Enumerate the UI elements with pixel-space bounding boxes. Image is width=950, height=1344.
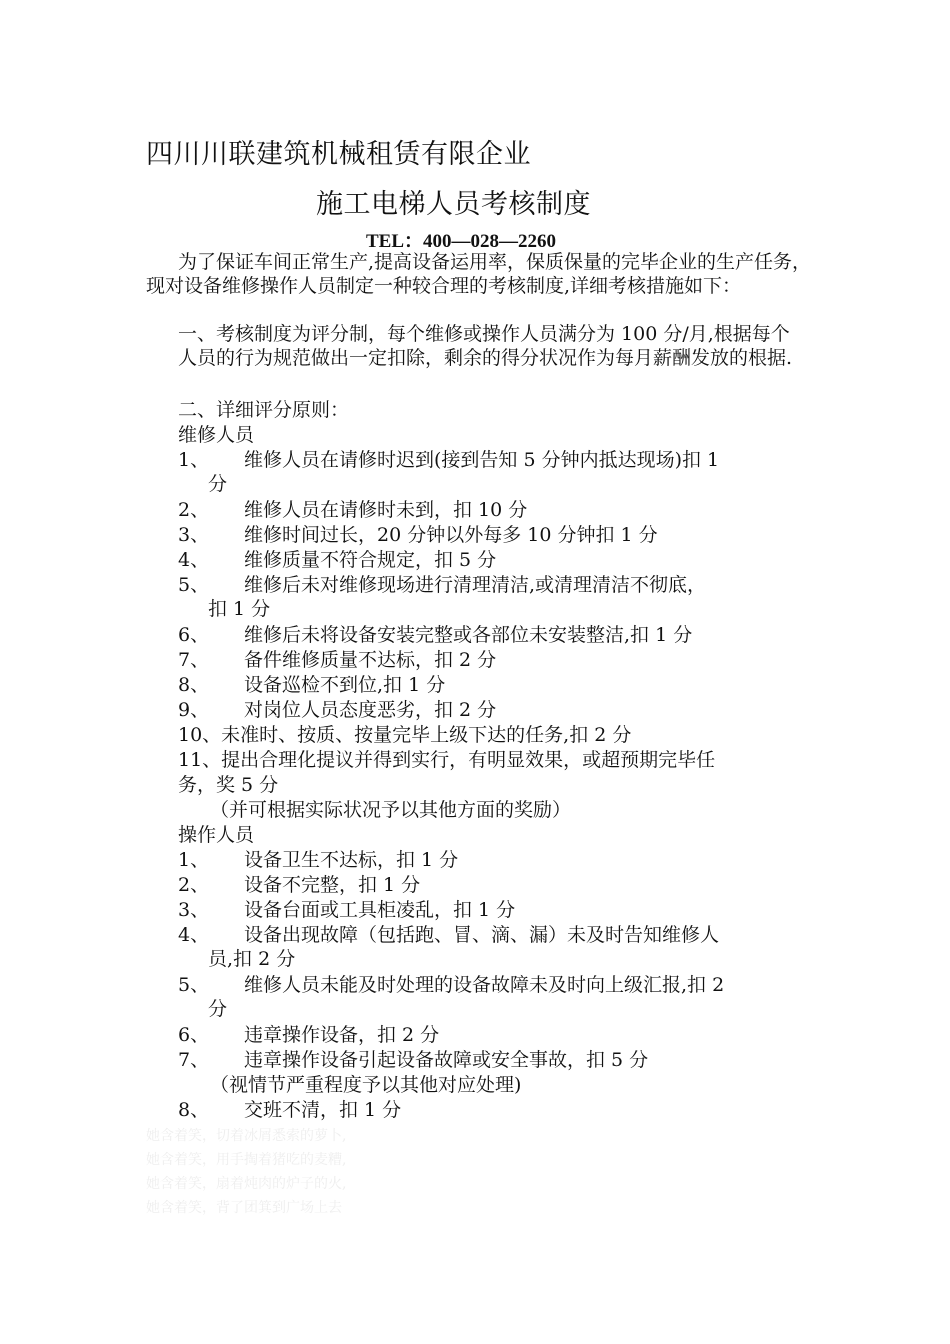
item-number: 8、 xyxy=(178,1099,210,1121)
item-number: 7、 xyxy=(178,1049,210,1071)
list-item xyxy=(178,573,810,621)
item-text: 设备巡检不到位,扣 1 分 xyxy=(244,674,446,696)
section-2-heading: 二、详细评分原则： xyxy=(178,399,350,421)
list-item xyxy=(178,548,810,572)
item-text: 违章操作设备，扣 2 分 xyxy=(244,1024,440,1046)
item-number: 2、 xyxy=(178,874,210,896)
list-item xyxy=(178,448,810,496)
list-item-11-continuation: 务，奖 5 分 xyxy=(178,774,279,796)
list-item xyxy=(178,698,810,722)
repair-note: （并可根据实际状况予以其他方面的奖励） xyxy=(210,799,572,821)
item-number: 7、 xyxy=(178,649,210,671)
repair-heading: 维修人员 xyxy=(178,424,255,446)
item-text: 违章操作设备引起设备故障或安全事故，扣 5 分 xyxy=(244,1049,649,1071)
item-number: 6、 xyxy=(178,624,210,646)
list-item xyxy=(178,623,810,647)
document-title: 施工电梯人员考核制度 xyxy=(316,189,591,220)
item-number: 1、 xyxy=(178,849,210,871)
list-item xyxy=(178,648,810,672)
item-continuation: 分 xyxy=(208,998,228,1020)
item-text: 对岗位人员态度恶劣，扣 2 分 xyxy=(244,699,497,721)
operator-note: （视情节严重程度予以其他对应处理) xyxy=(210,1074,522,1096)
item-text: 维修人员在请修时未到，扣 10 分 xyxy=(244,499,528,521)
item-number: 4、 xyxy=(178,549,210,571)
list-item-11: 11、提出合理化提议并得到实行，有明显效果，或超预期完毕任 xyxy=(178,749,716,771)
list-item xyxy=(178,973,810,1021)
faint-text-line: 她含着笑，切着冰屑悉索的萝卜, xyxy=(146,1128,347,1144)
item-continuation: 扣 1 分 xyxy=(208,598,271,620)
intro-paragraph: 为了保证车间正常生产,提高设备运用率，保质保量的完毕企业的生产任务，现对设备维修操作人员制定一种较合理的考核制度,详细考核措施如下： xyxy=(146,251,812,297)
section-1-paragraph: 一、考核制度为评分制，每个维修或操作人员满分为 100 分/月,根据每个人员的行为规范做出一定扣除，剩余的得分状况作为每月薪酬发放的根据. xyxy=(178,323,793,369)
faint-text-line: 她含着笑，背了团箕到广场上去 xyxy=(146,1200,342,1216)
item-continuation: 分 xyxy=(208,473,228,495)
list-item xyxy=(178,873,810,897)
list-item xyxy=(178,1098,810,1122)
item-number: 6、 xyxy=(178,1024,210,1046)
item-number: 3、 xyxy=(178,524,210,546)
list-item xyxy=(178,673,810,697)
item-text: 备件维修质量不达标，扣 2 分 xyxy=(244,649,497,671)
item-continuation: 员,扣 2 分 xyxy=(208,948,296,970)
list-item xyxy=(178,898,810,922)
item-text: 维修时间过长，20 分钟以外每多 10 分钟扣 1 分 xyxy=(244,524,658,546)
list-item xyxy=(178,523,810,547)
item-text: 设备出现故障（包括跑、冒、滴、漏）未及时告知维修人 xyxy=(244,924,720,946)
faint-text-line: 她含着笑，用手掏着猪吃的麦糟, xyxy=(146,1152,347,1168)
operator-heading: 操作人员 xyxy=(178,824,255,846)
item-text: 维修后未将设备安装完整或各部位未安装整洁,扣 1 分 xyxy=(244,624,693,646)
list-item xyxy=(178,498,810,522)
list-item xyxy=(178,923,810,971)
item-number: 5、 xyxy=(178,574,210,596)
item-text: 维修人员在请修时迟到(接到告知 5 分钟内抵达现场)扣 1 xyxy=(244,449,720,471)
item-number: 5、 xyxy=(178,974,210,996)
list-item-10: 10、未准时、按质、按量完毕上级下达的任务,扣 2 分 xyxy=(178,724,632,746)
item-number: 2、 xyxy=(178,499,210,521)
item-text: 设备不完整，扣 1 分 xyxy=(244,874,421,896)
item-number: 8、 xyxy=(178,674,210,696)
list-item xyxy=(178,1048,810,1072)
item-text: 维修后未对维修现场进行清理清洁,或清理清洁不彻底， xyxy=(244,574,707,596)
telephone: TEL：400—028—2260 xyxy=(366,231,557,252)
list-item xyxy=(178,1023,810,1047)
list-item xyxy=(178,848,810,872)
item-number: 4、 xyxy=(178,924,210,946)
item-text: 维修质量不符合规定，扣 5 分 xyxy=(244,549,497,571)
company-name: 四川川联建筑机械租赁有限企业 xyxy=(146,139,531,170)
item-number: 1、 xyxy=(178,449,210,471)
item-text: 交班不清，扣 1 分 xyxy=(244,1099,402,1121)
item-number: 3、 xyxy=(178,899,210,921)
faint-text-line: 她含着笑，扇着炖肉的炉子的火, xyxy=(146,1176,347,1192)
item-text: 设备卫生不达标，扣 1 分 xyxy=(244,849,459,871)
item-text: 维修人员未能及时处理的设备故障未及时向上级汇报,扣 2 xyxy=(244,974,725,996)
item-number: 9、 xyxy=(178,699,210,721)
item-text: 设备台面或工具柜凌乱，扣 1 分 xyxy=(244,899,516,921)
